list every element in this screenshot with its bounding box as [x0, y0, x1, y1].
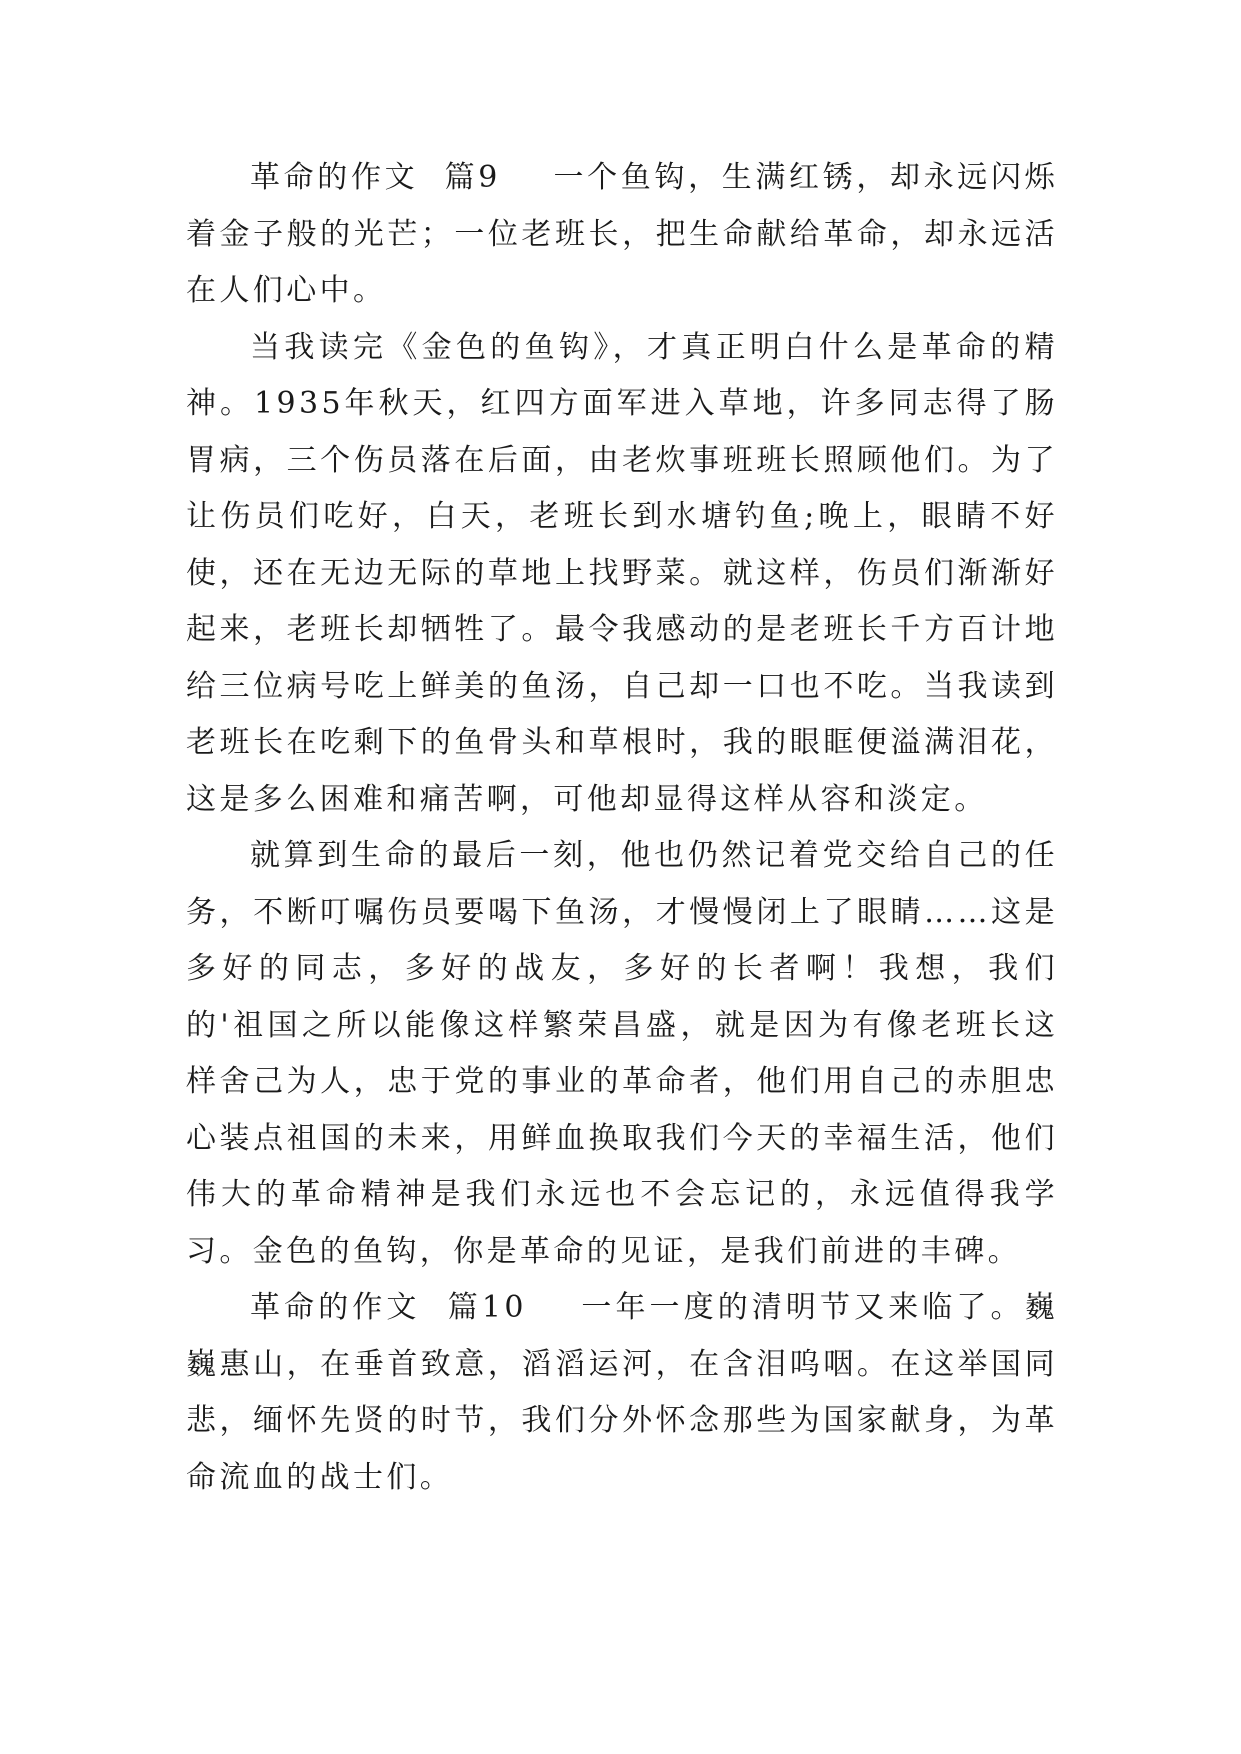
paragraph-reflection: 就算到生命的最后一刻，他也仍然记着党交给自己的任务，不断叮嘱伤员要喝下鱼汤，才慢慢闭上了眼睛……这是多好的同志，多好的战友，多好的长者啊！我想，我们的'祖国之所以能像这样繁荣昌盛，就是因为有像老班长这样舍己为人，忠于党的事业的革命者，他们用自己的赤胆忠心装点祖国的未来，用鲜血换取我们今天的幸福生活，他们伟大的革命精神是我们永远也不会忘记的，永远值得我学习。金色的鱼钩，你是革命的见证，是我们前进的丰碑。	[186, 838, 1058, 1269]
paragraph-essay-10-intro: 革命的作文 篇10 一年一度的清明节又来临了。巍巍惠山，在垂首致意，滔滔运河，在含泪呜咽。在这举国同悲，缅怀先贤的时节，我们分外怀念那些为国家献身，为革命流血的战士们。	[186, 1290, 1058, 1495]
paragraph-essay-9-intro: 革命的作文 篇9 一个鱼钩，生满红锈，却永远闪烁着金子般的光芒；一位老班长，把生命献给革命，却永远活在人们心中。	[186, 160, 1058, 308]
paragraph-story-summary: 当我读完《金色的鱼钩》，才真正明白什么是革命的精神。1935年秋天，红四方面军进入草地，许多同志得了肠胃病，三个伤员落在后面，由老炊事班班长照顾他们。为了让伤员们吃好，白天，老班长到水塘钓鱼;晚上，眼睛不好使，还在无边无际的草地上找野菜。就这样，伤员们渐渐好起来，老班长却牺牲了。最令我感动的是老班长千方百计地给三位病号吃上鲜美的鱼汤，自己却一口也不吃。当我读到老班长在吃剩下的鱼骨头和草根时，我的眼眶便溢满泪花，这是多么困难和痛苦啊，可他却显得这样从容和淡定。	[186, 329, 1058, 817]
document-body	[186, 150, 1058, 1506]
